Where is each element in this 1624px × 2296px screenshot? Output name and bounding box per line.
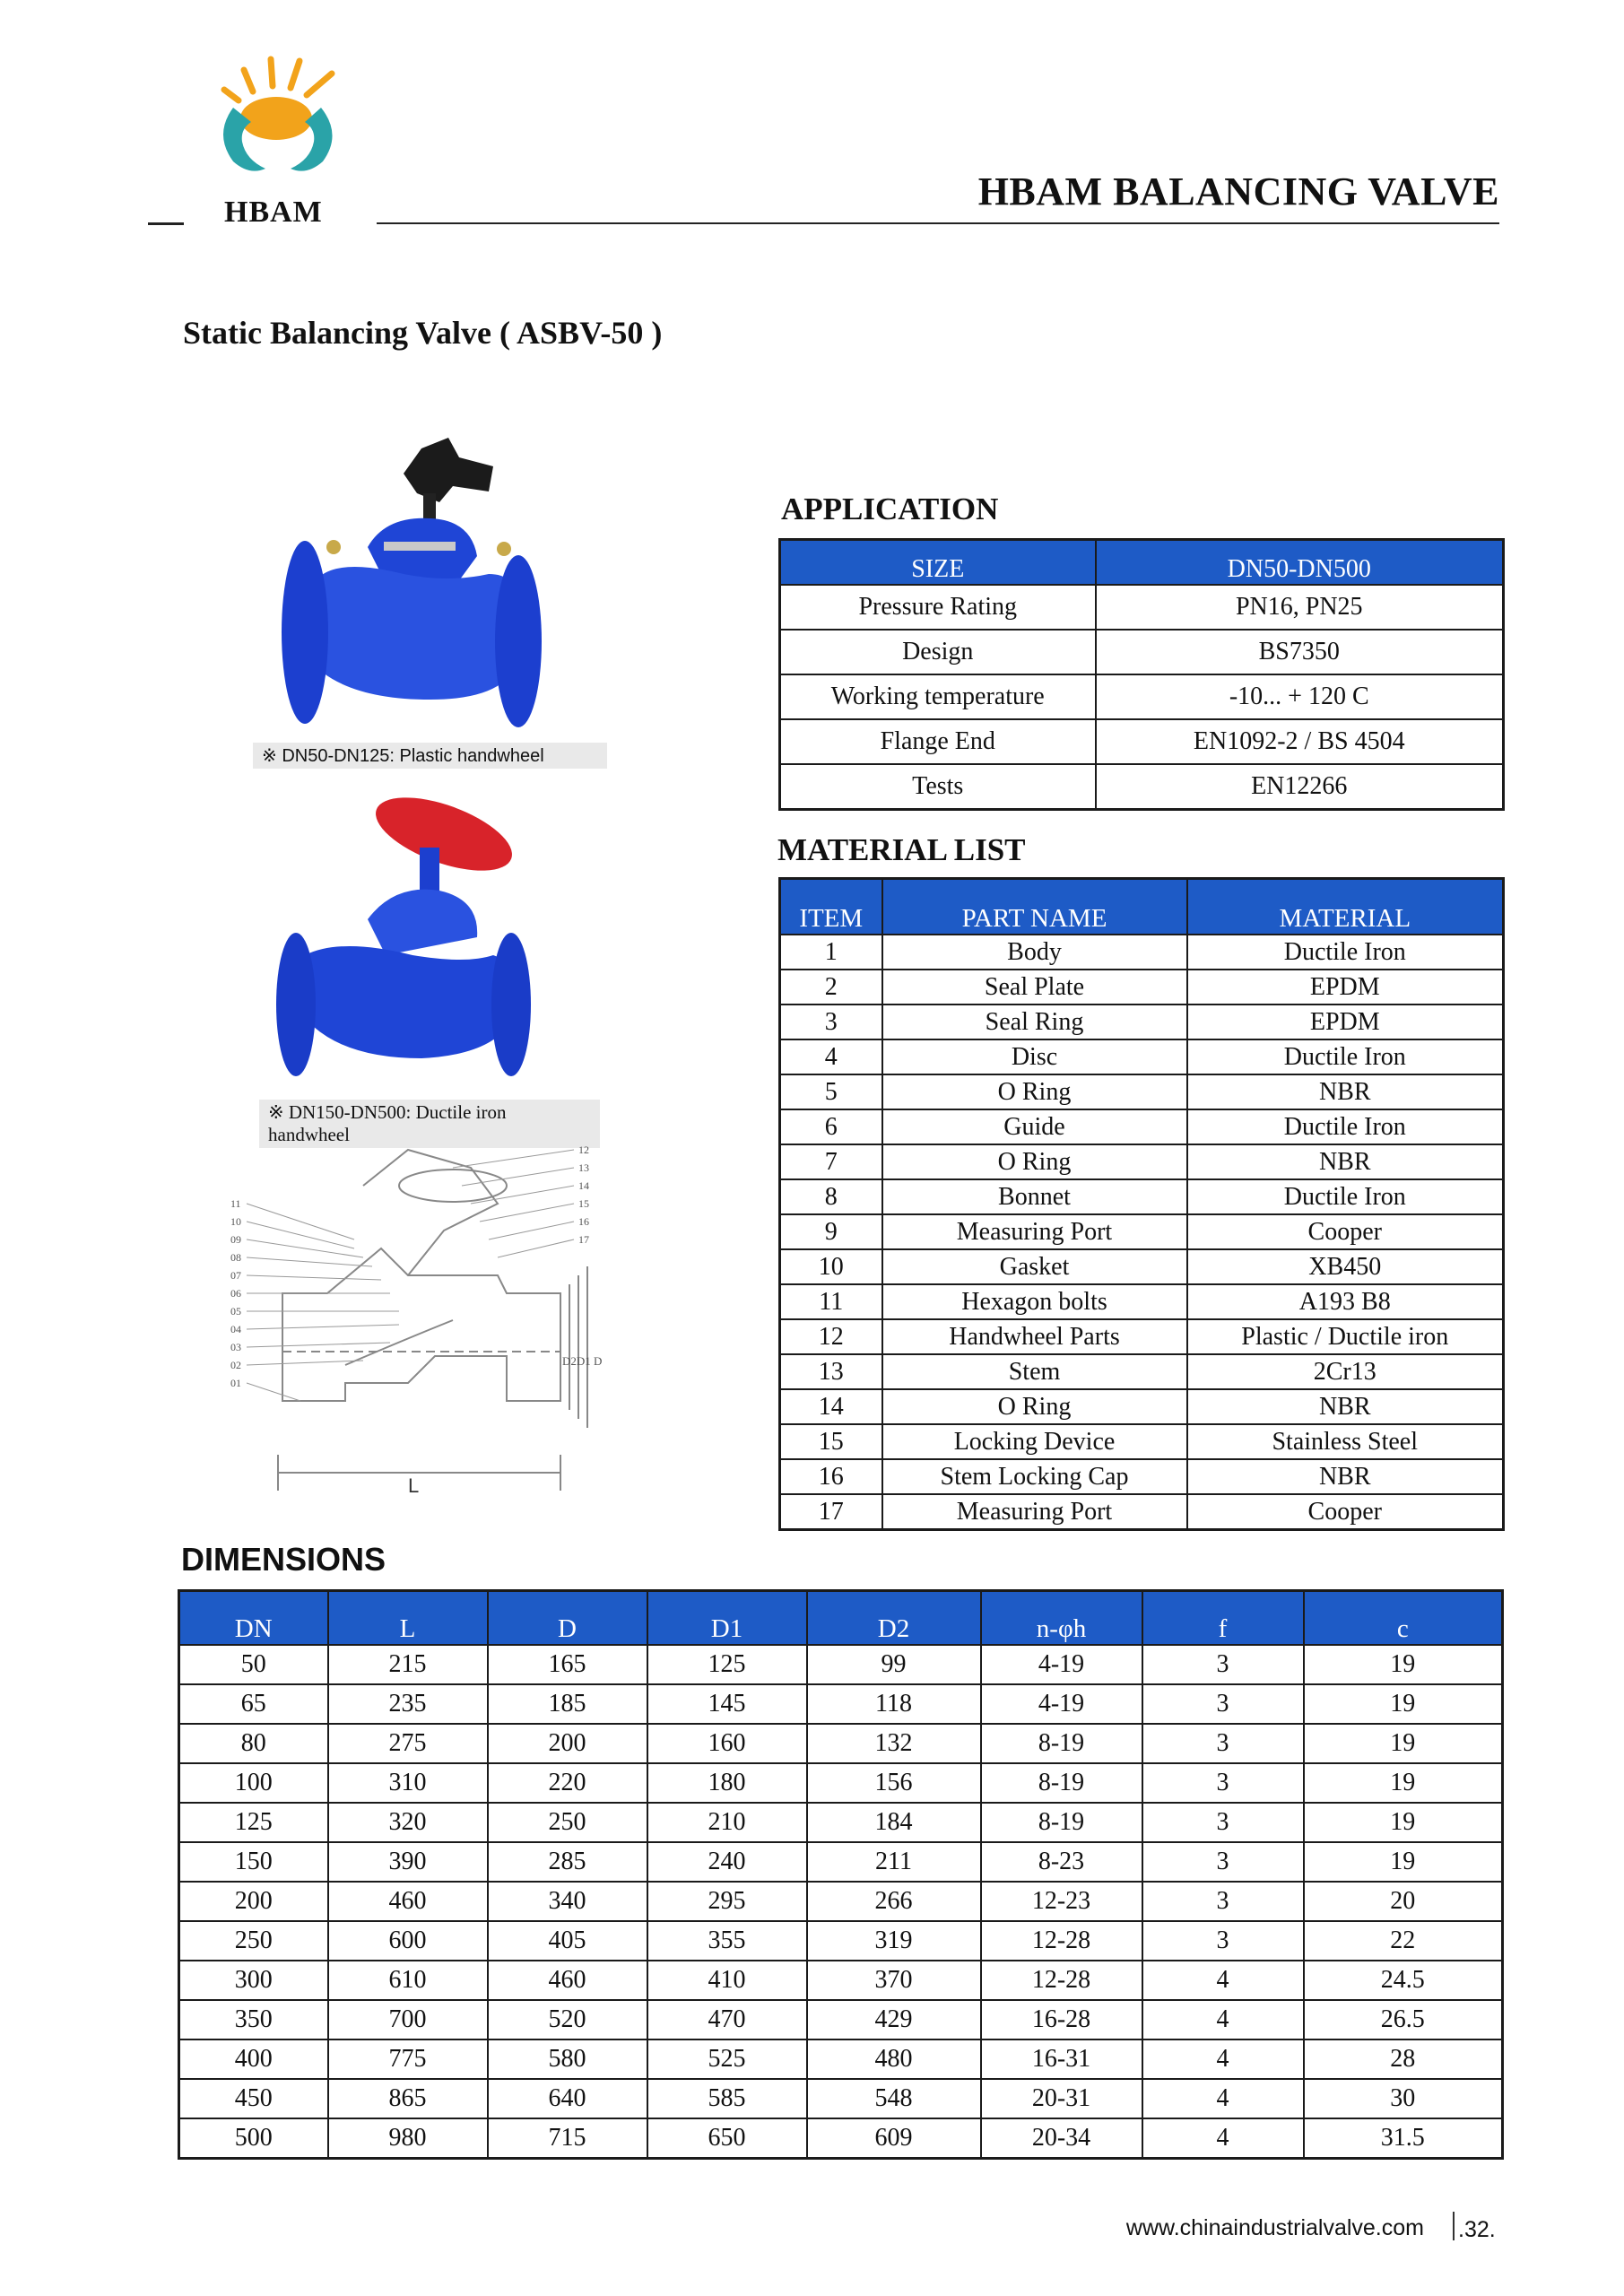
table-cell: 15 [780,1424,882,1459]
table-cell: 4 [1142,2079,1304,2118]
table-cell: 4 [1142,2039,1304,2079]
table-cell: 3 [1142,1921,1304,1961]
table-cell: Tests [780,764,1096,810]
table-cell: 19 [1304,1842,1503,1882]
table-cell: PN16, PN25 [1096,585,1504,630]
table-cell: 12-28 [981,1921,1142,1961]
right-flange-shape [495,555,542,727]
table-cell: Gasket [882,1249,1187,1284]
table-cell: 11 [780,1284,882,1319]
table-cell: 10 [780,1249,882,1284]
table-row [780,935,1504,970]
table-row [179,1803,1503,1842]
table-cell: 185 [488,1684,647,1724]
table-cell: 700 [328,2000,488,2039]
table-row [780,1179,1504,1214]
table-cell: 340 [488,1882,647,1921]
table-cell: Handwheel Parts [882,1319,1187,1354]
table-cell: 20-34 [981,2118,1142,2159]
table-row [780,1039,1504,1074]
page-number: .32. [1458,2217,1496,2242]
table-cell: 31.5 [1304,2118,1503,2159]
table-cell: Locking Device [882,1424,1187,1459]
table-cell: 210 [647,1803,807,1842]
table-row [179,2039,1503,2079]
table-cell: 266 [807,1882,981,1921]
table-row [179,1961,1503,2000]
table-cell: 22 [1304,1921,1503,1961]
table-cell: 520 [488,2000,647,2039]
table-cell: 4 [1142,1961,1304,2000]
table-row [780,1214,1504,1249]
header-cell: SIZE [780,540,1096,586]
table-cell: 17 [780,1494,882,1530]
table-cell: 250 [488,1803,647,1842]
table-cell: 235 [328,1684,488,1724]
table-row [179,1684,1503,1724]
left-flange-iron-shape [276,933,316,1076]
table-cell: Ductile Iron [1187,935,1504,970]
table-cell: 12-28 [981,1961,1142,2000]
table-cell: 118 [807,1684,981,1724]
table-cell: 1 [780,935,882,970]
table-cell: 285 [488,1842,647,1882]
table-cell: 400 [179,2039,328,2079]
table-cell: 460 [328,1882,488,1921]
part-number: 01 [230,1377,241,1389]
valve-section-drawing [229,1132,614,1504]
table-cell: 3 [1142,1803,1304,1842]
table-cell: Ductile Iron [1187,1109,1504,1144]
table-cell: 585 [647,2079,807,2118]
table-cell: 4-19 [981,1645,1142,1684]
bonnet-iron-shape [368,890,477,955]
table-cell: 100 [179,1763,328,1803]
table-cell: Seal Ring [882,1004,1187,1039]
sun-disc [240,97,312,140]
table-cell: 6 [780,1109,882,1144]
table-cell: 320 [328,1803,488,1842]
table-row [780,1144,1504,1179]
product-title: Static Balancing Valve ( ASBV-50 ) [183,315,663,351]
table-cell: 405 [488,1921,647,1961]
table-cell: 24.5 [1304,1961,1503,2000]
table-row [780,1074,1504,1109]
table-row [780,1424,1504,1459]
valve-body-iron-shape [305,946,518,1058]
table-cell: 295 [647,1882,807,1921]
valve-body-shape [314,567,520,700]
table-cell: 480 [807,2039,981,2079]
table-cell: 300 [179,1961,328,2000]
table-cell: 28 [1304,2039,1503,2079]
table-cell: 600 [328,1921,488,1961]
table-row [780,970,1504,1004]
table-cell: 240 [647,1842,807,1882]
table-cell: 610 [328,1961,488,2000]
right-flange-iron-shape [491,933,531,1076]
valve-photo-plastic-handwheel [269,430,565,740]
header-cell: D2 [807,1591,981,1646]
drawing-left-part-numbers [230,1197,241,1389]
table-cell: 548 [807,2079,981,2118]
part-number: 11 [230,1197,241,1210]
table-cell: Measuring Port [882,1494,1187,1530]
table-cell: 370 [807,1961,981,2000]
table-cell: NBR [1187,1389,1504,1424]
table-cell: Plastic / Ductile iron [1187,1319,1504,1354]
table-cell: 3 [1142,1645,1304,1684]
table-cell: 3 [1142,1882,1304,1921]
table-cell: 460 [488,1961,647,2000]
caption-plastic-handwheel: ※ DN50-DN125: Plastic handwheel [253,743,607,769]
table-row [179,1724,1503,1763]
brand-name: HBAM [224,196,323,229]
table-cell: Working temperature [780,674,1096,719]
table-row [780,719,1504,764]
table-row [179,2079,1503,2118]
material-list-title: MATERIAL LIST [777,832,1026,867]
table-cell: 215 [328,1645,488,1684]
table-cell: 80 [179,1724,328,1763]
table-row [780,1494,1504,1530]
table-cell: 3 [1142,1684,1304,1724]
table-header-row [780,540,1504,586]
table-cell: 4-19 [981,1684,1142,1724]
table-cell: 165 [488,1645,647,1684]
part-number: 15 [578,1197,589,1210]
table-cell: 2 [780,970,882,1004]
table-cell: 525 [647,2039,807,2079]
table-cell: 99 [807,1645,981,1684]
table-cell: 8-19 [981,1803,1142,1842]
table-row [780,1319,1504,1354]
table-cell: XB450 [1187,1249,1504,1284]
table-cell: 20-31 [981,2079,1142,2118]
application-table [778,538,1505,811]
handwheel-iron-icon [367,785,521,885]
table-cell: BS7350 [1096,630,1504,674]
table-cell: Pressure Rating [780,585,1096,630]
table-cell: 12-23 [981,1882,1142,1921]
footer-divider [1453,2212,1455,2240]
table-cell: Ductile Iron [1187,1179,1504,1214]
left-flange-shape [282,541,328,724]
table-cell: 3 [1142,1842,1304,1882]
table-cell: Disc [882,1039,1187,1074]
table-row [780,1109,1504,1144]
table-cell: 16-31 [981,2039,1142,2079]
table-cell: 775 [328,2039,488,2079]
valve-photo-iron-handwheel [269,785,547,1081]
header-cell: f [1142,1591,1304,1646]
table-cell: Cooper [1187,1214,1504,1249]
table-cell: EN12266 [1096,764,1504,810]
table-cell: Guide [882,1109,1187,1144]
table-row [780,1004,1504,1039]
dimensions-table [178,1589,1504,2160]
table-cell: Measuring Port [882,1214,1187,1249]
table-cell: 580 [488,2039,647,2079]
table-cell: 3 [780,1004,882,1039]
table-cell: Body [882,935,1187,970]
table-row [179,1921,1503,1961]
table-row [780,1354,1504,1389]
header-cell: DN [179,1591,328,1646]
table-cell: 650 [647,2118,807,2159]
table-cell: EPDM [1187,1004,1504,1039]
table-cell: 30 [1304,2079,1503,2118]
dimensions-title: DIMENSIONS [181,1541,386,1578]
table-cell: 609 [807,2118,981,2159]
drawing-dia-label: D2D1 D [562,1354,603,1368]
table-cell: 450 [179,2079,328,2118]
table-cell: 19 [1304,1763,1503,1803]
table-header-row [179,1591,1503,1646]
header-cell: D [488,1591,647,1646]
table-cell: 3 [1142,1763,1304,1803]
part-number: 03 [230,1341,241,1353]
table-cell: 429 [807,2000,981,2039]
table-cell: 125 [647,1645,807,1684]
table-cell: 211 [807,1842,981,1882]
header-cell: c [1304,1591,1503,1646]
table-row [780,1284,1504,1319]
table-cell: 14 [780,1389,882,1424]
table-cell: Hexagon bolts [882,1284,1187,1319]
header-cell: ITEM [780,879,882,935]
table-cell: 125 [179,1803,328,1842]
table-cell: Bonnet [882,1179,1187,1214]
header-cell: L [328,1591,488,1646]
part-number: 17 [578,1233,589,1246]
table-row [179,1882,1503,1921]
part-number: 05 [230,1305,241,1318]
table-cell: 3 [1142,1724,1304,1763]
part-number: 04 [230,1323,241,1335]
application-title: APPLICATION [781,491,999,526]
table-row [179,1763,1503,1803]
part-number: 02 [230,1359,241,1371]
table-cell: Stainless Steel [1187,1424,1504,1459]
table-cell: 8-19 [981,1724,1142,1763]
table-cell: 980 [328,2118,488,2159]
table-cell: O Ring [882,1389,1187,1424]
table-cell: NBR [1187,1074,1504,1109]
table-cell: Stem [882,1354,1187,1389]
header-cell: D1 [647,1591,807,1646]
footer-url[interactable]: www.chinaindustrialvalve.com [1125,2215,1424,2240]
table-cell: 310 [328,1763,488,1803]
table-cell: Stem Locking Cap [882,1459,1187,1494]
table-row [179,2000,1503,2039]
part-number: 07 [230,1269,241,1282]
table-cell: 200 [488,1724,647,1763]
table-cell: 156 [807,1763,981,1803]
table-cell: 8-23 [981,1842,1142,1882]
caption-iron-handwheel: ※ DN150-DN500: Ductile iron handwheel [259,1100,600,1148]
part-number: 09 [230,1233,241,1246]
table-cell: 640 [488,2079,647,2118]
table-row [780,1389,1504,1424]
table-cell: 350 [179,2000,328,2039]
sun-rays [224,59,332,100]
table-row [780,630,1504,674]
table-cell: -10... + 120 C [1096,674,1504,719]
table-cell: 715 [488,2118,647,2159]
table-header-row [780,879,1504,935]
hbam-logo [206,45,359,193]
header-cell: n-φh [981,1591,1142,1646]
table-cell: 184 [807,1803,981,1842]
table-row [780,1249,1504,1284]
table-cell: 180 [647,1763,807,1803]
part-number: 13 [578,1161,589,1174]
table-cell: 19 [1304,1684,1503,1724]
table-cell: 9 [780,1214,882,1249]
table-cell: 7 [780,1144,882,1179]
table-cell: 250 [179,1921,328,1961]
part-number: 06 [230,1287,241,1300]
table-row [179,1842,1503,1882]
table-cell: 410 [647,1961,807,2000]
part-number: 14 [578,1179,589,1192]
table-cell: 13 [780,1354,882,1389]
part-number: 12 [578,1144,589,1156]
table-cell: 150 [179,1842,328,1882]
table-cell: 355 [647,1921,807,1961]
table-cell: NBR [1187,1459,1504,1494]
table-cell: 19 [1304,1803,1503,1842]
table-cell: 16 [780,1459,882,1494]
table-row [780,764,1504,810]
table-cell: 65 [179,1684,328,1724]
table-row [780,585,1504,630]
table-cell: EPDM [1187,970,1504,1004]
table-cell: 20 [1304,1882,1503,1921]
table-cell: 16-28 [981,2000,1142,2039]
header-dash [148,222,184,225]
table-cell: EN1092-2 / BS 4504 [1096,719,1504,764]
table-cell: O Ring [882,1074,1187,1109]
part-number: 08 [230,1251,241,1264]
table-cell: 50 [179,1645,328,1684]
table-row [179,1645,1503,1684]
drawing-right-part-numbers [578,1144,589,1246]
table-row [179,2118,1503,2159]
table-cell: 160 [647,1724,807,1763]
table-cell: NBR [1187,1144,1504,1179]
table-cell: 26.5 [1304,2000,1503,2039]
header-cell: DN50-DN500 [1096,540,1504,586]
table-cell: 132 [807,1724,981,1763]
table-cell: 200 [179,1882,328,1921]
table-cell: Ductile Iron [1187,1039,1504,1074]
table-cell: 8 [780,1179,882,1214]
material-list-table [778,877,1505,1531]
header-rule [377,222,1499,224]
document-title: HBAM BALANCING VALVE [977,170,1499,213]
table-cell: Design [780,630,1096,674]
table-cell: Seal Plate [882,970,1187,1004]
table-cell: 19 [1304,1724,1503,1763]
table-cell: 220 [488,1763,647,1803]
table-cell: Cooper [1187,1494,1504,1530]
table-cell: 4 [780,1039,882,1074]
table-cell: 2Cr13 [1187,1354,1504,1389]
table-cell: 275 [328,1724,488,1763]
table-cell: Flange End [780,719,1096,764]
handwheel-plastic-icon [404,438,493,502]
table-row [780,1459,1504,1494]
part-number: 10 [230,1215,241,1228]
table-cell: 319 [807,1921,981,1961]
table-cell: 4 [1142,2118,1304,2159]
header-cell: PART NAME [882,879,1187,935]
table-cell: 19 [1304,1645,1503,1684]
table-cell: O Ring [882,1144,1187,1179]
table-cell: 4 [1142,2000,1304,2039]
table-cell: 12 [780,1319,882,1354]
table-row [780,674,1504,719]
drawing-length-label: L [408,1474,420,1497]
table-cell: A193 B8 [1187,1284,1504,1319]
table-cell: 500 [179,2118,328,2159]
table-cell: 145 [647,1684,807,1724]
header-cell: MATERIAL [1187,879,1504,935]
table-cell: 8-19 [981,1763,1142,1803]
table-cell: 470 [647,2000,807,2039]
table-cell: 865 [328,2079,488,2118]
table-cell: 390 [328,1842,488,1882]
table-cell: 5 [780,1074,882,1109]
part-number: 16 [578,1215,589,1228]
